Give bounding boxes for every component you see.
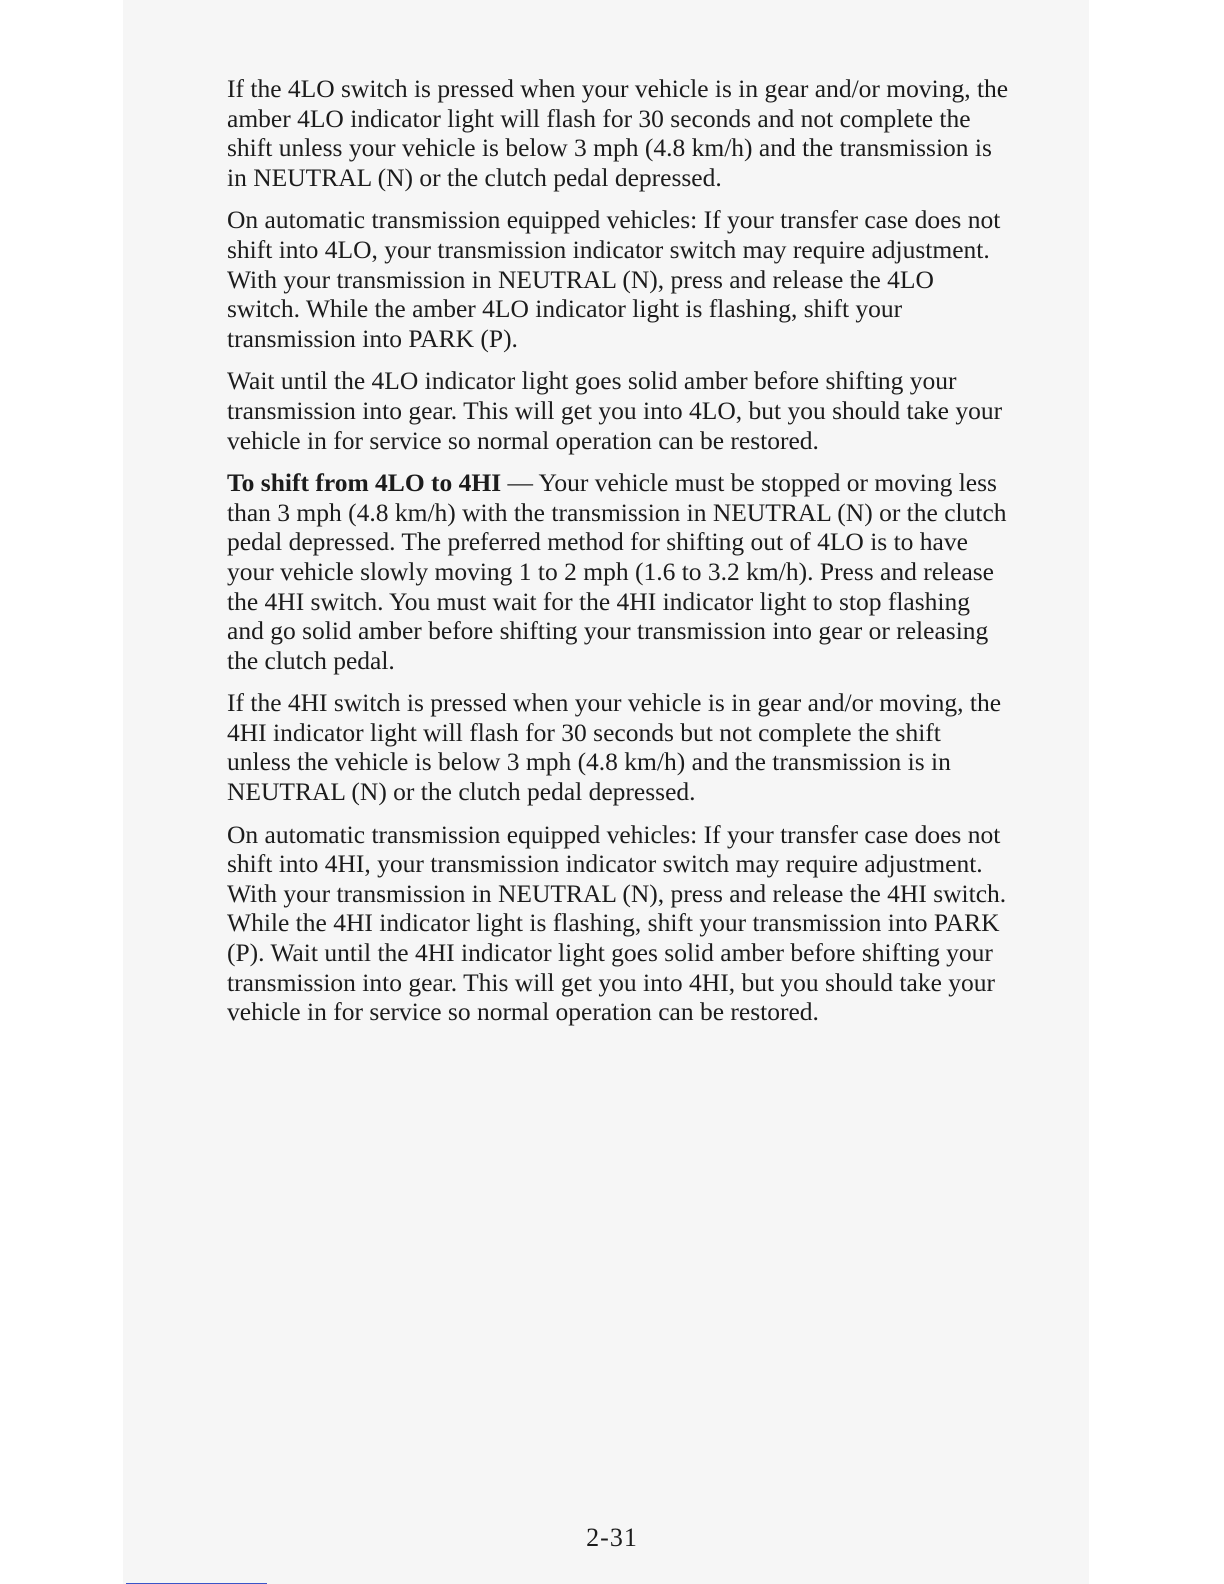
- paragraph-automatic-4hi-adjustment: [227, 820, 1067, 1027]
- page-number: 2-31: [586, 1523, 638, 1552]
- text-line: the 4HI switch. You must wait for the 4HI indicator light to stop flashing: [227, 586, 970, 616]
- text-line: pedal depressed. The preferred method for shifting out of 4LO is to have: [227, 527, 968, 557]
- text-line: the clutch pedal.: [227, 645, 395, 675]
- heading-continuation: — Your vehicle must be stopped or moving less: [501, 468, 997, 498]
- text-line: 4HI indicator light will flash for 30 seconds but not complete the shift: [227, 717, 941, 747]
- text-line: your vehicle slowly moving 1 to 2 mph (1.6 to 3.2 km/h). Press and release: [227, 556, 995, 586]
- text-line: With your transmission in NEUTRAL (N), press and release the 4HI switch.: [227, 878, 1007, 908]
- text-line: transmission into gear. This will get you into 4LO, but you should take your: [227, 395, 1003, 425]
- text-line: On automatic transmission equipped vehicles: If your transfer case does not: [227, 819, 1001, 849]
- paragraph-automatic-4lo-adjustment: [227, 205, 1067, 353]
- text-line: unless the vehicle is below 3 mph (4.8 km/h) and the transmission is in: [227, 747, 951, 777]
- paragraph-4lo-switch-in-gear: [227, 74, 1067, 192]
- text-line: While the 4HI indicator light is flashing, shift your transmission into PARK: [227, 908, 1000, 938]
- text-line: vehicle in for service so normal operation can be restored.: [227, 997, 819, 1027]
- text-line: amber 4LO indicator light will flash for 30 seconds and not complete the: [227, 103, 971, 133]
- text-line: switch. While the amber 4LO indicator light is flashing, shift your: [227, 294, 903, 324]
- text-line: in NEUTRAL (N) or the clutch pedal depressed.: [227, 162, 722, 192]
- section-heading: To shift from 4LO to 4HI: [227, 468, 502, 498]
- text-line: than 3 mph (4.8 km/h) with the transmission in NEUTRAL (N) or the clutch: [227, 497, 1007, 527]
- text-line: If the 4LO switch is pressed when your vehicle is in gear and/or moving, the: [227, 74, 1009, 103]
- text-line: transmission into gear. This will get you into 4HI, but you should take your: [227, 967, 996, 997]
- text-line: With your transmission in NEUTRAL (N), press and release the 4LO: [227, 264, 934, 294]
- text-line: shift into 4LO, your transmission indicator switch may require adjustment.: [227, 234, 990, 264]
- text-line: [227, 468, 1067, 498]
- text-line: (P). Wait until the 4HI indicator light goes solid amber before shifting your: [227, 938, 993, 968]
- text-line: On automatic transmission equipped vehicles: If your transfer case does not: [227, 205, 1001, 235]
- text-line: NEUTRAL (N) or the clutch pedal depressed.: [227, 777, 696, 807]
- text-line: Wait until the 4LO indicator light goes solid amber before shifting your: [227, 366, 957, 396]
- paragraph-wait-4lo-solid: [227, 366, 1067, 455]
- text-line: vehicle in for service so normal operation can be restored.: [227, 425, 819, 455]
- text-line: shift unless your vehicle is below 3 mph (4.8 km/h) and the transmission is: [227, 133, 992, 163]
- text-line: If the 4HI switch is pressed when your vehicle is in gear and/or moving, the: [227, 688, 1002, 718]
- body-text: [227, 74, 1067, 1040]
- text-line: transmission into PARK (P).: [227, 323, 518, 353]
- paragraph-shift-4lo-to-4hi: [227, 468, 1067, 675]
- text-line: shift into 4HI, your transmission indicator switch may require adjustment.: [227, 849, 983, 879]
- text-line: and go solid amber before shifting your transmission into gear or releasing: [227, 616, 989, 646]
- paragraph-4hi-switch-in-gear: [227, 688, 1067, 806]
